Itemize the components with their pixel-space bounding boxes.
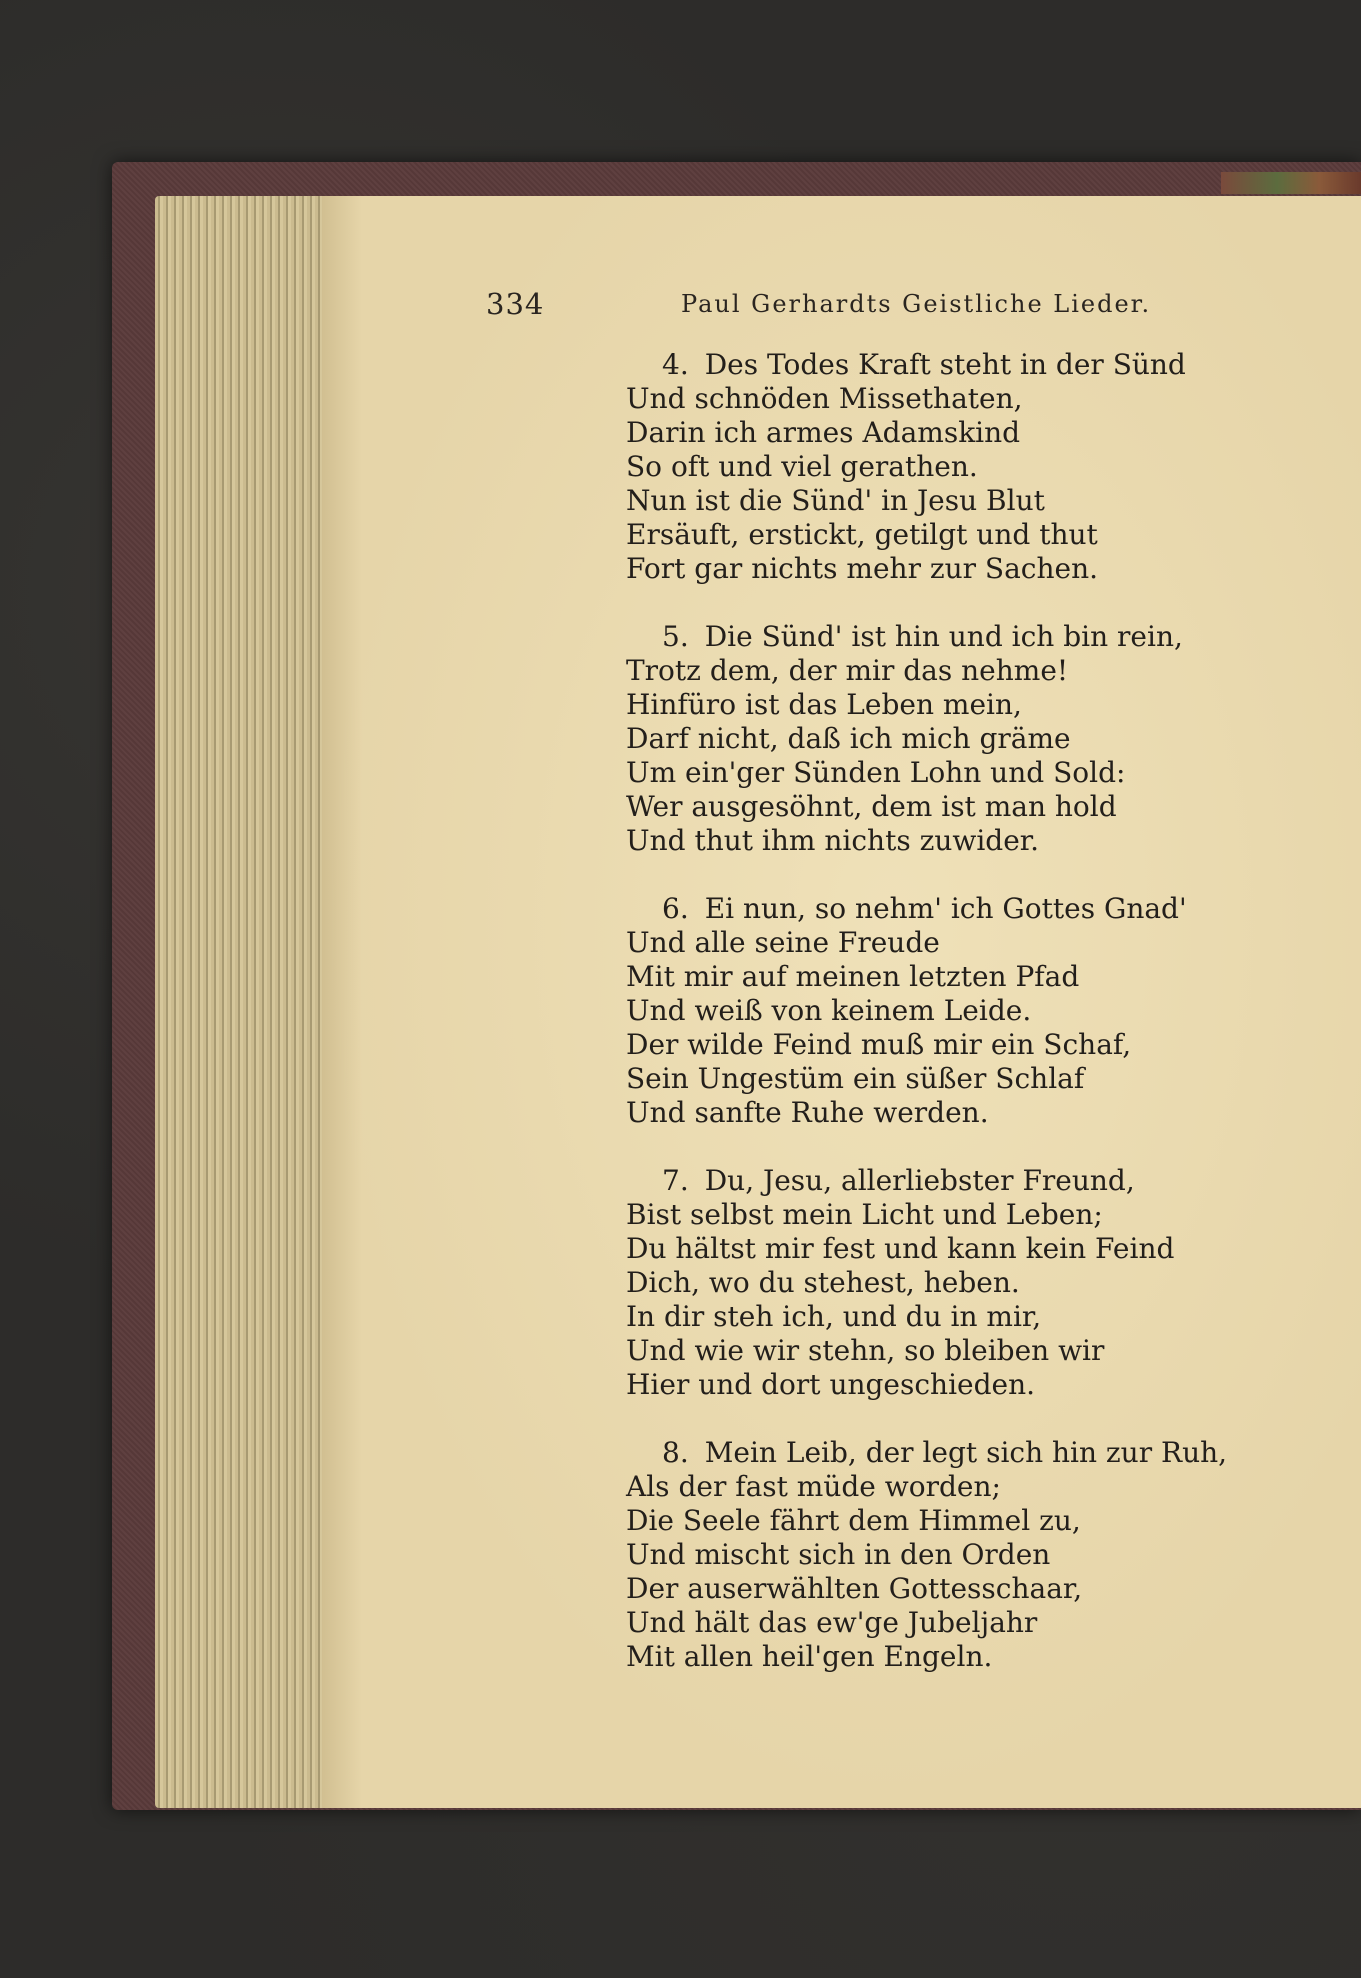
- stanza-line: Und wie wir stehn, so bleiben wir: [626, 1334, 1105, 1367]
- stanza-line: Als der fast müde worden;: [626, 1470, 1001, 1503]
- stanza-line: [626, 1164, 1326, 1198]
- stanza-5: [626, 620, 1326, 858]
- stanza-line: Die Seele fährt dem Himmel zu,: [626, 1504, 1081, 1537]
- stanza-line: Darin ich armes Adamskind: [626, 416, 1021, 449]
- stanza-line: Bist selbst mein Licht und Leben;: [626, 1198, 1103, 1231]
- stanza-6: [626, 892, 1326, 1130]
- stanza-line: Und alle seine Freude: [626, 926, 940, 959]
- stanza-line: Und mischt sich in den Orden: [626, 1538, 1051, 1571]
- stanza-line: [626, 1436, 1326, 1470]
- stanza-line: Trotz dem, der mir das nehme!: [626, 654, 1069, 687]
- stanza-number: 6.: [662, 892, 689, 925]
- line-text: Des Todes Kraft steht in der Sünd: [704, 348, 1186, 381]
- stanza-line: Mit mir auf meinen letzten Pfad: [626, 960, 1080, 993]
- stanza-number: 7.: [662, 1164, 689, 1197]
- stanza-line: Du hältst mir fest und kann kein Feind: [626, 1232, 1175, 1265]
- stanza-line: Mit allen heil'gen Engeln.: [626, 1640, 993, 1673]
- page-number: 334: [486, 287, 545, 321]
- stanza-line: Und weiß von keinem Leide.: [626, 994, 1032, 1027]
- stanza-line: Und hält das ew'ge Jubeljahr: [626, 1606, 1038, 1639]
- stanza-line: [626, 892, 1326, 926]
- stanza-number: 4.: [662, 348, 689, 381]
- stanza-line: In dir steh ich, und du in mir,: [626, 1300, 1042, 1333]
- stanza-line: Um ein'ger Sünden Lohn und Sold:: [626, 756, 1126, 789]
- stanza-line: Sein Ungestüm ein süßer Schlaf: [626, 1062, 1085, 1095]
- stanza-line: Der auserwählten Gottesschaar,: [626, 1572, 1083, 1605]
- poem-text: [626, 348, 1326, 1708]
- page-header: [486, 287, 1152, 327]
- stanza-line: Nun ist die Sünd' in Jesu Blut: [626, 484, 1045, 517]
- stanza-line: So oft und viel gerathen.: [626, 450, 978, 483]
- stanza-line: Wer ausgesöhnt, dem ist man hold: [626, 790, 1117, 823]
- stanza-line: Darf nicht, daß ich mich gräme: [626, 722, 1071, 755]
- stanza-line: Fort gar nichts mehr zur Sachen.: [626, 552, 1099, 585]
- stanza-line: [626, 620, 1326, 654]
- stanza-line: Ersäuft, erstickt, getilgt und thut: [626, 518, 1098, 551]
- stanza-line: Hinfüro ist das Leben mein,: [626, 688, 1022, 721]
- page-edges: [155, 196, 325, 1808]
- line-text: Ei nun, so nehm' ich Gottes Gnad': [704, 892, 1187, 925]
- stanza-8: [626, 1436, 1326, 1674]
- line-text: Du, Jesu, allerliebster Freund,: [704, 1164, 1135, 1197]
- stanza-line: Der wilde Feind muß mir ein Schaf,: [626, 1028, 1132, 1061]
- stanza-number: 8.: [662, 1436, 689, 1469]
- stanza-line: Und thut ihm nichts zuwider.: [626, 824, 1039, 857]
- stanza-line: Und sanfte Ruhe werden.: [626, 1096, 989, 1129]
- stanza-4: [626, 348, 1326, 586]
- line-text: Mein Leib, der legt sich hin zur Ruh,: [704, 1436, 1228, 1469]
- stanza-line: Hier und dort ungeschieden.: [626, 1368, 1036, 1401]
- line-text: Die Sünd' ist hin und ich bin rein,: [704, 620, 1183, 653]
- stanza-line: Dich, wo du stehest, heben.: [626, 1266, 1020, 1299]
- stanza-number: 5.: [662, 620, 689, 653]
- stanza-line: [626, 348, 1326, 382]
- cover-edge-band: [1221, 172, 1361, 194]
- stanza-7: [626, 1164, 1326, 1402]
- stanza-line: Und schnöden Missethaten,: [626, 382, 1023, 415]
- running-title: Paul Gerhardts Geistliche Lieder.: [681, 290, 1152, 318]
